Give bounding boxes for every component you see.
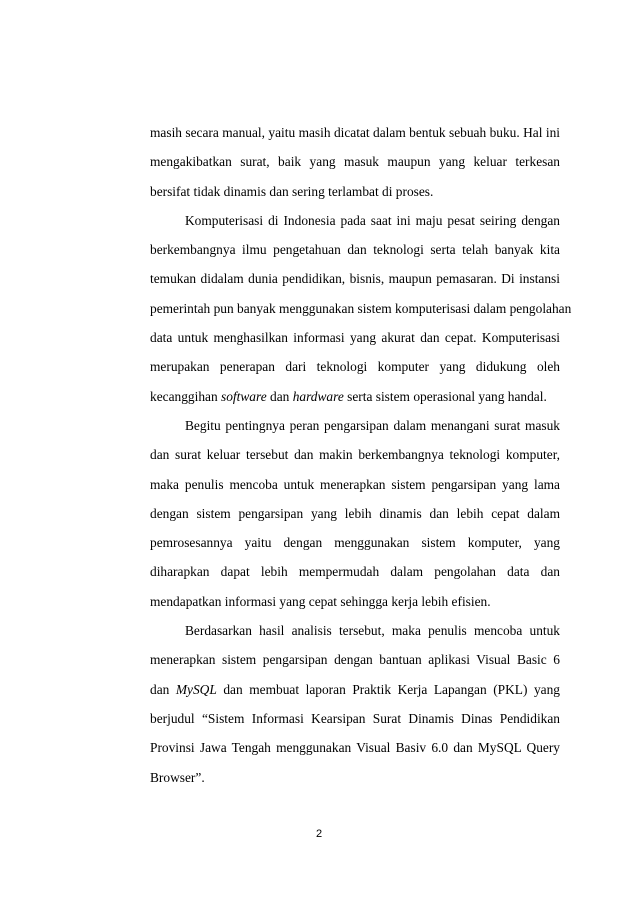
paragraph	[150, 411, 560, 616]
italic-term: software	[221, 388, 267, 404]
text-line	[150, 235, 560, 264]
italic-term: hardware	[292, 388, 344, 404]
text-line	[150, 352, 560, 381]
text-segment: berjudul “Sistem Informasi Kearsipan Surat Dinamis Dinas Pendidikan	[150, 710, 560, 726]
text-segment: maka penulis mencoba untuk menerapkan sistem pengarsipan yang lama	[150, 476, 560, 492]
text-segment: Berdasarkan hasil analisis tersebut, maka penulis mencoba untuk	[185, 623, 560, 639]
text-line	[150, 675, 560, 704]
page-number: 2	[315, 828, 323, 840]
text-line	[150, 616, 560, 645]
text-line	[150, 440, 560, 469]
text-segment: merupakan penerapan dari teknologi komputer yang didukung oleh	[150, 359, 560, 375]
text-line	[150, 147, 560, 176]
text-segment: dengan sistem pengarsipan yang lebih dinamis dan lebih cepat dalam	[150, 505, 560, 521]
text-line	[150, 382, 560, 411]
text-segment: menerapkan sistem pengarsipan dengan bantuan aplikasi Visual Basic 6	[150, 652, 560, 668]
text-segment: pemrosesannya yaitu dengan menggunakan sistem komputer, yang	[150, 535, 560, 551]
text-segment: diharapkan dapat lebih mempermudah dalam pengolahan data dan	[150, 564, 560, 580]
text-segment: dan	[266, 388, 293, 404]
text-line	[150, 528, 560, 557]
text-line	[150, 294, 572, 323]
text-segment: serta sistem operasional yang handal.	[343, 388, 547, 404]
text-line	[150, 733, 560, 762]
body-text	[150, 118, 572, 792]
text-line	[150, 118, 560, 147]
text-line	[150, 177, 560, 206]
text-line	[150, 763, 560, 792]
text-segment: dan	[150, 681, 176, 697]
text-segment: pemerintah pun banyak menggunakan sistem komputerisasi dalam pengolahan	[150, 300, 572, 316]
text-line	[150, 411, 560, 440]
text-line	[150, 645, 560, 674]
text-line	[150, 557, 560, 586]
text-segment: berkembangnya ilmu pengetahuan dan teknologi serta telah banyak kita	[150, 242, 560, 258]
text-segment: temukan didalam dunia pendidikan, bisnis, maupun pemasaran. Di instansi	[150, 271, 560, 287]
paragraph	[150, 206, 572, 411]
text-segment: dan surat keluar tersebut dan makin berkembangnya teknologi komputer,	[150, 447, 560, 463]
text-segment: mendapatkan informasi yang cepat sehingga kerja lebih efisien.	[150, 593, 491, 609]
text-line	[150, 587, 560, 616]
text-segment: Provinsi Jawa Tengah menggunakan Visual Basiv 6.0 dan MySQL Query	[150, 740, 560, 756]
text-segment: Begitu pentingnya peran pengarsipan dalam menangani surat masuk	[185, 417, 560, 433]
text-segment: mengakibatkan surat, baik yang masuk maupun yang keluar terkesan	[150, 154, 560, 170]
text-segment: data untuk menghasilkan informasi yang akurat dan cepat. Komputerisasi	[150, 330, 560, 346]
text-line	[150, 206, 560, 235]
text-segment: bersifat tidak dinamis dan sering terlambat di proses.	[150, 183, 434, 199]
text-line	[150, 704, 560, 733]
text-segment: Browser”.	[150, 769, 205, 785]
italic-term: MySQL	[175, 681, 217, 697]
paragraph	[150, 118, 560, 206]
text-segment: Komputerisasi di Indonesia pada saat ini maju pesat seiring dengan	[185, 212, 560, 228]
text-line	[150, 264, 560, 293]
text-line	[150, 323, 560, 352]
text-line	[150, 499, 560, 528]
text-line	[150, 470, 560, 499]
paragraph	[150, 616, 560, 792]
text-segment: kecanggihan	[150, 388, 222, 404]
text-segment: masih secara manual, yaitu masih dicatat dalam bentuk sebuah buku. Hal ini	[150, 125, 560, 140]
text-segment: dan membuat laporan Praktik Kerja Lapangan (PKL) yang	[216, 681, 560, 697]
